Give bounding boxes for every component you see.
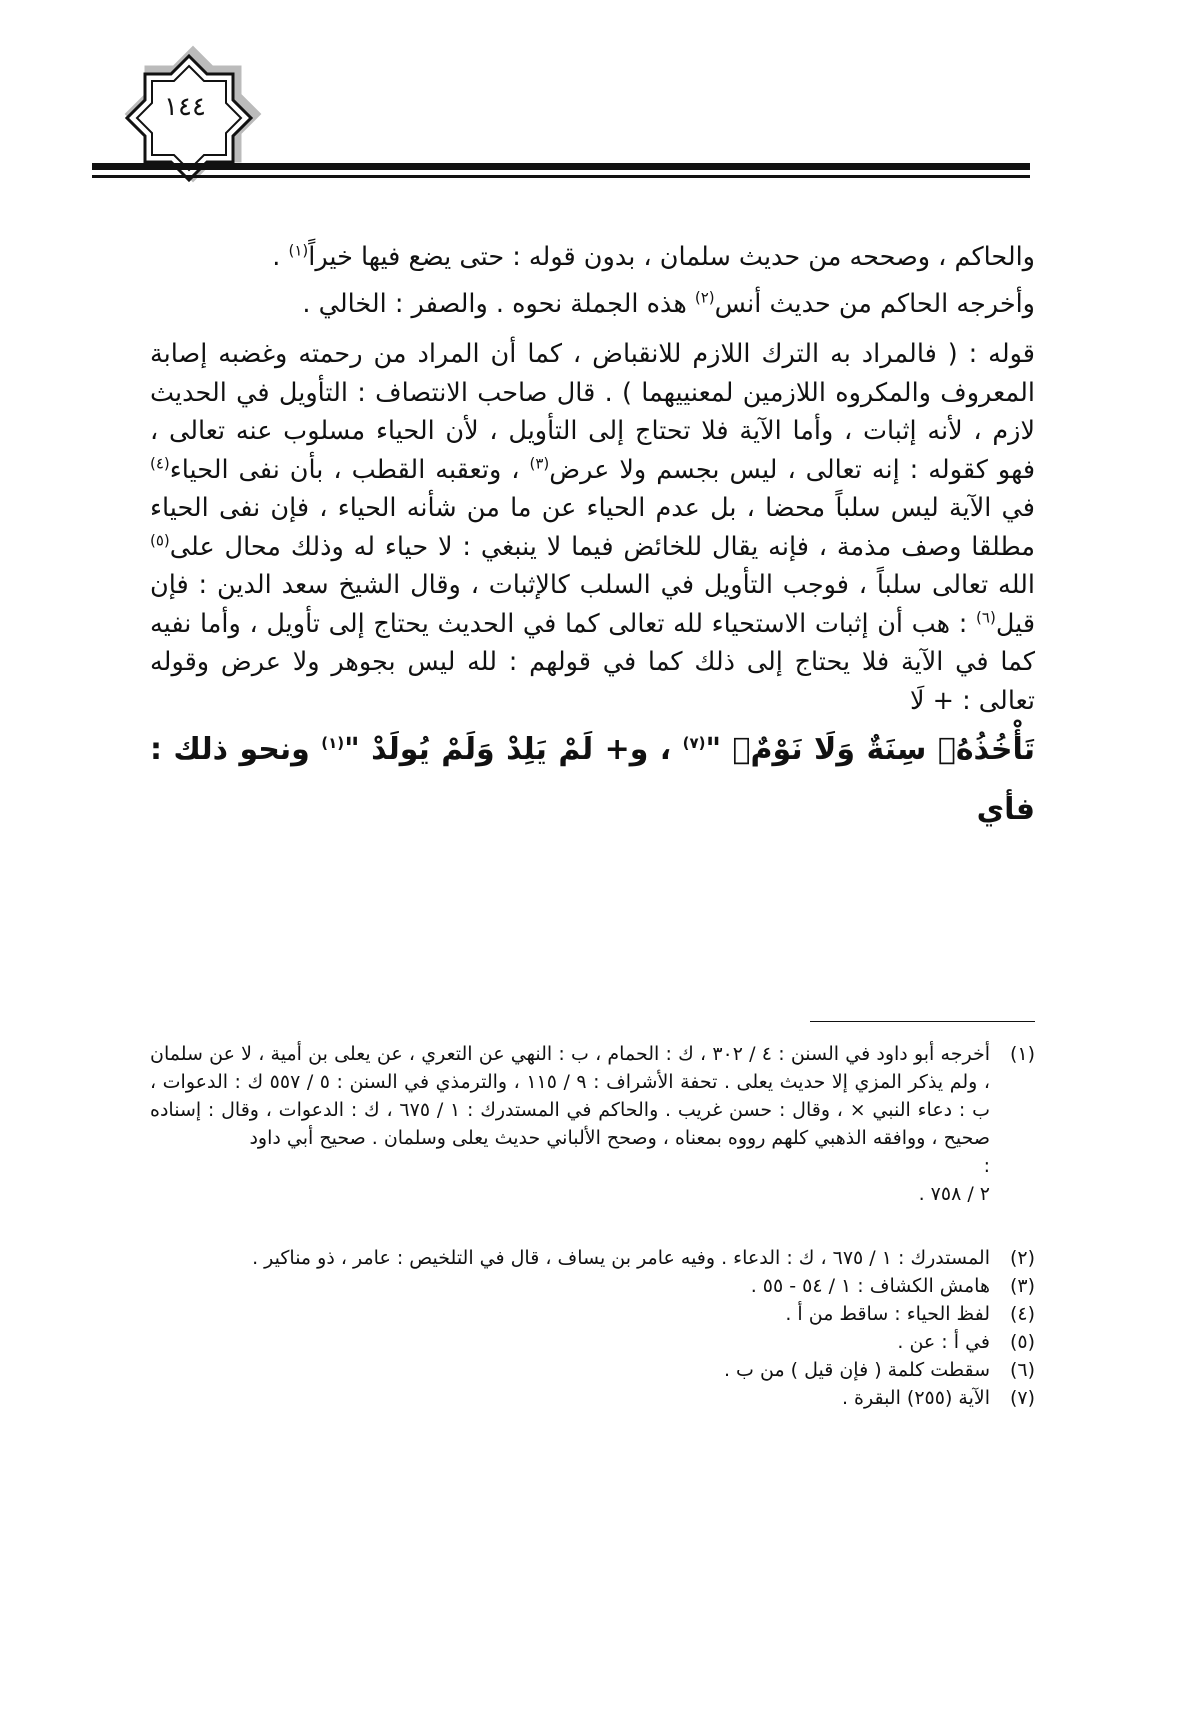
footnote-item: (٦) سقطت كلمة ( فإن قيل ) من ب . <box>723 1359 1035 1381</box>
footnote-item: (٧) الآية (٢٥٥) البقرة . <box>841 1387 1035 1409</box>
footnotes <box>150 1040 1035 1412</box>
header-rule-thin <box>92 175 1030 178</box>
paragraph-3: قوله : ( فالمراد به الترك اللازم للانقباض ، كما أن المراد من رحمته وغضبه إصابة المعروف والمكروه اللازمين لمعنييهما ) . قال صاحب الانتصاف : التأويل في الحديث لازم ، لأنه إثبات ، وأما الآية فلا تحتاج إلى التأويل ، لأن الحياء مسلوب عنه تعالى ، فهو كقوله : إنه تعالى ، ليس بجسم ولا عرض$^{(٣)}$ ، وتعقبه القطب ، بأن نفى الحياء$^{(٤)}$ في الآية ليس سلباً محضا ، بل عدم الحياء عن ما من شأنه الحياء ، فإن نفى الحياء مطلقا وصف مذمة ، فإنه يقال للخائض فيما لا ينبغي : لا حياء له وذلك محال على$^{(٥)}$ الله تعالى سلباً ، فوجب التأويل في السلب كالإثبات ، وقال الشيخ سعد الدين : فإن قيل$^{(٦)}$ : هب أن إثبات الاستحياء لله تعالى كما في الحديث يحتاج إلى تأويل ، وأما نفيه كما في الآية فلا يحتاج إلى ذلك كما في قولهم : لله ليس بجوهر ولا عرض وقوله تعالى : + لَا <box>150 339 1036 716</box>
footnote-ref: (٦) <box>976 608 996 626</box>
footnote-ref: (٤) <box>150 454 170 472</box>
footnote-ref: (٢) <box>694 288 715 306</box>
footnote-ref: (٣) <box>529 454 550 472</box>
footnote-item: (٢) المستدرك : ١ / ٦٧٥ ، ك : الدعاء . وفيه عامر بن يساف ، قال في التلخيص : عامر ، ذو مناكير . <box>252 1247 1035 1269</box>
footnote-ref: (١) <box>321 734 345 752</box>
page-number: ١٤٤ <box>164 92 206 122</box>
footnote-ref: (٧) <box>682 734 706 752</box>
footnote-ref: (٥) <box>150 531 170 549</box>
header-rule-thick <box>92 163 1030 170</box>
paragraph-2: وأخرجه الحاكم من حديث أنس$^{(٢)}$ هذه الجملة نحوه . والصفر : الخالي . <box>302 288 1035 319</box>
footnote-item: (٥) في أ : عن . <box>897 1331 1035 1353</box>
footnote-item: (٣) هامش الكشاف : ١ / ٥٤ - ٥٥ . <box>750 1275 1035 1297</box>
footnote-item: (١) أخرجه أبو داود في السنن : ٤ / ٣٠٢ ، ك : الحمام ، ب : النهي عن التعري ، عن يعلى بن أمية ، لا عن سلمان ، ولم يذكر المزي إلا حديث يعلى . تحفة الأشراف : ٩ / ١١٥ ، والترمذي في السنن : ٥ / ٥٥٧ ك : الدعوات ، ب : دعاء النبي × ، وقال : حسن غريب . والحاكم في المستدرك : ١ / ٦٧٥ ، ك : الدعوات ، وقال : إسناده صحيح ، ووافقه الذهبي كلهم رووه بمعناه ، وصحح الألباني حديث يعلى وسلمان . صحيح أبي داود : ٢ / ٧٥٨ . <box>150 1043 1035 1205</box>
footnote-item: (٤) لفظ الحياء : ساقط من أ . <box>785 1303 1035 1325</box>
paragraph-1: والحاكم ، وصححه من حديث سلمان ، بدون قوله : حتى يضع فيها خيراً$^{(١)}$ . <box>272 241 1035 272</box>
footnote-ref: (١) <box>288 241 309 260</box>
main-text <box>150 238 1035 840</box>
footnote-separator <box>810 1021 1035 1022</box>
quranic-verse-line: تَأْخُذُهُۥ سِنَةٌ وَلَا نَوْمٌۚ "$^{(٧)}$ ، و+ لَمْ يَلِدْ وَلَمْ يُولَدْ "$^{(١)}$ ونحو ذلك : فأي <box>150 732 1036 827</box>
